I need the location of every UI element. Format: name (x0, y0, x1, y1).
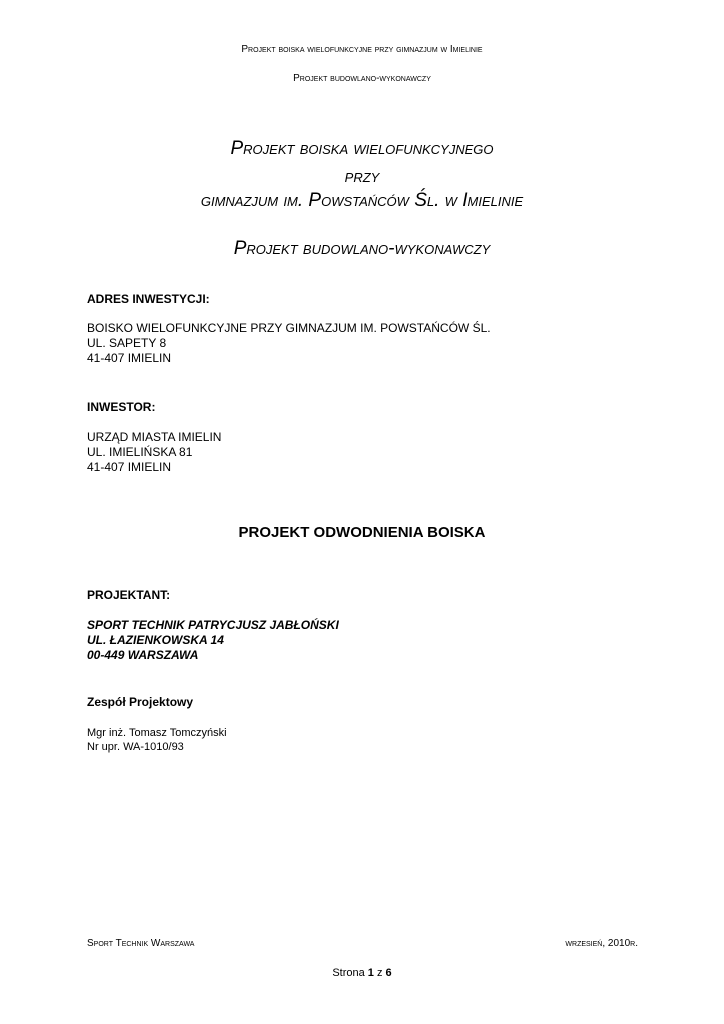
team-member-line: Mgr inż. Tomasz Tomczyński (87, 727, 227, 739)
designer-line: UL. ŁAZIENKOWSKA 14 (87, 633, 224, 647)
address-line: BOISKO WIELOFUNKCYJNE PRZY GIMNAZJUM IM. POWSTAŃCÓW ŚL. (87, 321, 491, 335)
team-member-line: Nr upr. WA-1010/93 (87, 741, 184, 753)
address-label: ADRES INWESTYCJI: (87, 292, 210, 306)
investor-block (87, 430, 221, 475)
designer-line: SPORT TECHNIK PATRYCJUSZ JABŁOŃSKI (87, 618, 339, 632)
team-block (87, 726, 227, 754)
page-number-current: 1 (367, 967, 374, 979)
footer-company: Sport Technik Warszawa (87, 938, 195, 949)
running-header-title: Projekt boiska wielofunkcyjne przy gimnazjum w Imielinie (241, 44, 483, 55)
designer-label: PROJEKTANT: (87, 588, 171, 602)
main-title-line-2: przy (344, 166, 380, 187)
address-line: 41-407 IMIELIN (87, 351, 172, 365)
address-block (87, 321, 491, 366)
investor-line: URZĄD MIASTA IMIELIN (87, 430, 222, 444)
investor-label: INWESTOR: (87, 400, 156, 414)
address-line: UL. SAPETY 8 (87, 336, 167, 350)
footer-date: wrzesień, 2010r. (565, 938, 638, 949)
designer-line: 00-449 WARSZAWA (87, 648, 199, 662)
page-number-total: 6 (385, 967, 392, 979)
running-header-subtitle: Projekt budowlano-wykonawczy (293, 73, 431, 84)
page-number (0, 966, 724, 980)
main-title-line-1: Projekt boiska wielofunkcyjnego (230, 138, 494, 159)
page-number-prefix: Strona (332, 967, 365, 979)
designer-block (87, 618, 339, 663)
investor-line: UL. IMIELIŃSKA 81 (87, 445, 193, 459)
team-label: Zespół Projektowy (87, 695, 194, 709)
project-name-heading: PROJEKT ODWODNIENIA BOISKA (238, 524, 486, 541)
investor-line: 41-407 IMIELIN (87, 460, 172, 474)
main-title-line-3: gimnazjum im. Powstańców Śl. w Imielinie (200, 190, 524, 211)
page-number-separator: z (376, 967, 383, 979)
main-title-line-4: Projekt budowlano-wykonawczy (233, 238, 491, 259)
